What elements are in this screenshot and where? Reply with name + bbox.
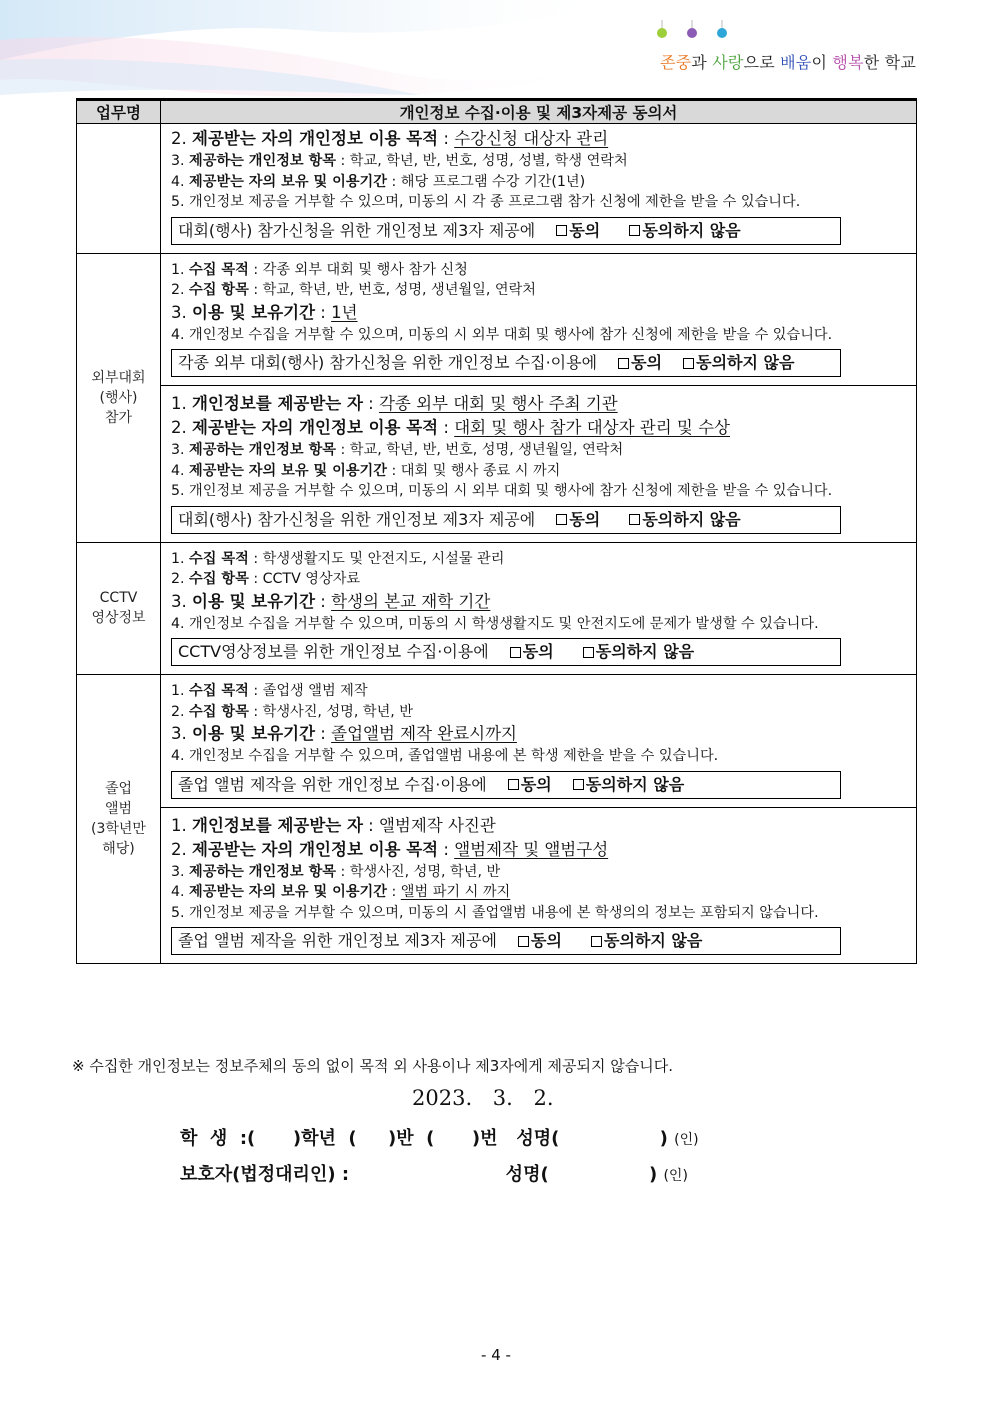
disagree-checkbox[interactable]: 동의하지 않음 (583, 642, 694, 661)
section-program (77, 124, 917, 254)
consent-box: 졸업 앨범 제작을 위한 개인정보 수집·이용에 동의 동의하지 않음 (171, 771, 841, 799)
agree-checkbox[interactable]: 동의 (518, 931, 562, 950)
checkbox-icon (618, 358, 629, 369)
item-line: 1. 개인정보를 제공받는 자 : 앨범제작 사진관 (171, 815, 496, 835)
disagree-checkbox[interactable]: 동의하지 않음 (573, 775, 684, 794)
checkbox-icon (518, 936, 529, 947)
item-line: 2. 수집 항목 : 학교, 학년, 반, 번호, 성명, 생년월일, 연락처 (171, 282, 537, 298)
document-date: 2023. 3. 2. (412, 1086, 554, 1110)
item-line: 4. 개인정보 수집을 거부할 수 있으며, 미동의 시 외부 대회 및 행사에 참가 신청에 제한을 받을 수 있습니다. (171, 326, 833, 343)
item-line: 2. 제공받는 자의 개인정보 이용 목적 : 수강신청 대상자 관리 (171, 129, 609, 148)
item-line: 3. 제공하는 개인정보 항목 : 학생사진, 성명, 학년, 반 (171, 863, 501, 880)
privacy-note: ※ 수집한 개인정보는 정보주체의 동의 없이 목적 외 사용이나 제3자에게 제공되지 않습니다. (72, 1057, 673, 1075)
section-label: CCTV 영상정보 (77, 542, 161, 675)
dot-purple-icon (687, 28, 697, 38)
item-line: 4. 제공받는 자의 보유 및 이용기간 : 해당 프로그램 수강 기간(1년) (171, 173, 586, 190)
item-line: 1. 개인정보를 제공받는 자 : 각종 외부 대회 및 행사 주최 기관 (171, 394, 618, 413)
section-external-event (77, 253, 917, 542)
item-line: 4. 개인정보 수집을 거부할 수 있으며, 졸업앨범 내용에 본 학생 제한을 받을 수 있습니다. (171, 748, 719, 764)
motto-part: 으로 (743, 53, 781, 72)
disagree-checkbox[interactable]: 동의하지 않음 (629, 221, 740, 240)
motto-part: 배움 (780, 53, 812, 72)
item-line: 5. 개인정보 제공을 거부할 수 있으며, 미동의 시 각 종 프로그램 참가 신청에 제한을 받을 수 있습니다. (171, 194, 801, 210)
item-line: 2. 수집 항목 : CCTV 영상자료 (171, 571, 361, 587)
checkbox-icon (683, 358, 694, 369)
item-line: 1. 수집 목적 : 졸업생 앨범 제작 (171, 683, 368, 699)
school-motto (660, 50, 916, 73)
checkbox-icon (510, 647, 521, 658)
consent-box: CCTV영상정보를 위한 개인정보 수집·이용에 동의 동의하지 않음 (171, 638, 841, 666)
section-cctv (77, 542, 917, 675)
consent-box: 각종 외부 대회(행사) 참가신청을 위한 개인정보 수집·이용에 동의 동의하지 않음 (171, 349, 841, 377)
consent-box: 대회(행사) 참가신청을 위한 개인정보 제3자 제공에 동의 동의하지 않음 (171, 217, 841, 245)
section-graduation-album (77, 675, 917, 964)
item-line: 4. 개인정보 수집을 거부할 수 있으며, 미동의 시 학생생활지도 및 안전지도에 문제가 발생할 수 있습니다. (171, 615, 819, 632)
dot-blue-icon (717, 28, 727, 38)
page-number: - 4 - (481, 1346, 511, 1364)
item-line: 2. 제공받는 자의 개인정보 이용 목적 : 대회 및 행사 참가 대상자 관리 및 수상 (171, 418, 730, 437)
agree-checkbox[interactable]: 동의 (618, 353, 662, 372)
item-line: 1. 수집 목적 : 각종 외부 대회 및 행사 참가 신청 (171, 261, 468, 278)
agree-checkbox[interactable]: 동의 (510, 642, 554, 661)
motto-part: 한 학교 (863, 53, 916, 72)
checkbox-icon (573, 779, 584, 790)
guardian-signature-line[interactable]: 보호자(법정대리인) : 성명( ) (인) (180, 1164, 688, 1185)
section-label (77, 124, 161, 254)
agree-checkbox[interactable]: 동의 (556, 510, 600, 529)
checkbox-icon (508, 779, 519, 790)
item-line: 4. 제공받는 자의 보유 및 이용기간 : 앨범 파기 시 까지 (171, 884, 511, 900)
item-line: 1. 수집 목적 : 학생생활지도 및 안전지도, 시설물 관리 (171, 550, 505, 567)
item-line: 2. 제공받는 자의 개인정보 이용 목적 : 앨범제작 및 앨범구성 (171, 839, 609, 859)
item-line: 3. 이용 및 보유기간 : 졸업앨범 제작 완료시까지 (171, 724, 517, 743)
section-label: 외부대회 (행사) 참가 (77, 253, 161, 542)
item-line: 3. 제공하는 개인정보 항목 : 학교, 학년, 반, 번호, 성명, 생년월일, 연락처 (171, 442, 624, 458)
item-line: 3. 이용 및 보유기간 : 1년 (171, 302, 358, 322)
motto-part: 이 (811, 53, 833, 72)
header-dots (650, 20, 750, 40)
item-line: 3. 이용 및 보유기간 : 학생의 본교 재학 기간 (171, 591, 491, 611)
agree-checkbox[interactable]: 동의 (508, 775, 552, 794)
motto-part: 사랑 (712, 53, 744, 72)
checkbox-icon (556, 225, 567, 236)
item-line: 3. 제공하는 개인정보 항목 : 학교, 학년, 반, 번호, 성명, 성별, 학생 연락처 (171, 153, 628, 169)
consent-box: 졸업 앨범 제작을 위한 개인정보 제3자 제공에 동의 동의하지 않음 (171, 927, 841, 955)
item-line: 5. 개인정보 제공을 거부할 수 있으며, 미동의 시 외부 대회 및 행사에 참가 신청에 제한을 받을 수 있습니다. (171, 483, 833, 499)
disagree-checkbox[interactable]: 동의하지 않음 (591, 931, 702, 950)
column-header-task: 업무명 (77, 100, 161, 124)
motto-part: 과 (691, 53, 713, 72)
checkbox-icon (629, 514, 640, 525)
consent-table (76, 98, 917, 964)
dot-green-icon (657, 28, 667, 38)
motto-part: 존중 (659, 53, 692, 72)
disagree-checkbox[interactable]: 동의하지 않음 (629, 510, 740, 529)
column-header-title: 개인정보 수집·이용 및 제3자제공 동의서 (161, 100, 917, 124)
motto-part: 행복 (832, 53, 864, 72)
section-label: 졸업 앨범 (3학년만 해당) (77, 675, 161, 964)
checkbox-icon (591, 936, 602, 947)
disagree-checkbox[interactable]: 동의하지 않음 (683, 353, 794, 372)
item-line: 2. 수집 항목 : 학생사진, 성명, 학년, 반 (171, 703, 414, 720)
checkbox-icon (556, 514, 567, 525)
consent-box: 대회(행사) 참가신청을 위한 개인정보 제3자 제공에 동의 동의하지 않음 (171, 506, 841, 534)
student-signature-line[interactable]: 학 생 :( )학년 ( )반 ( )번 성명( ) (인) (180, 1128, 699, 1149)
agree-checkbox[interactable]: 동의 (556, 221, 600, 240)
checkbox-icon (583, 647, 594, 658)
item-line: 5. 개인정보 제공을 거부할 수 있으며, 미동의 시 졸업앨범 내용에 본 학생의의 정보는 포함되지 않습니다. (171, 904, 819, 921)
checkbox-icon (629, 225, 640, 236)
item-line: 4. 제공받는 자의 보유 및 이용기간 : 대회 및 행사 종료 시 까지 (171, 462, 561, 479)
